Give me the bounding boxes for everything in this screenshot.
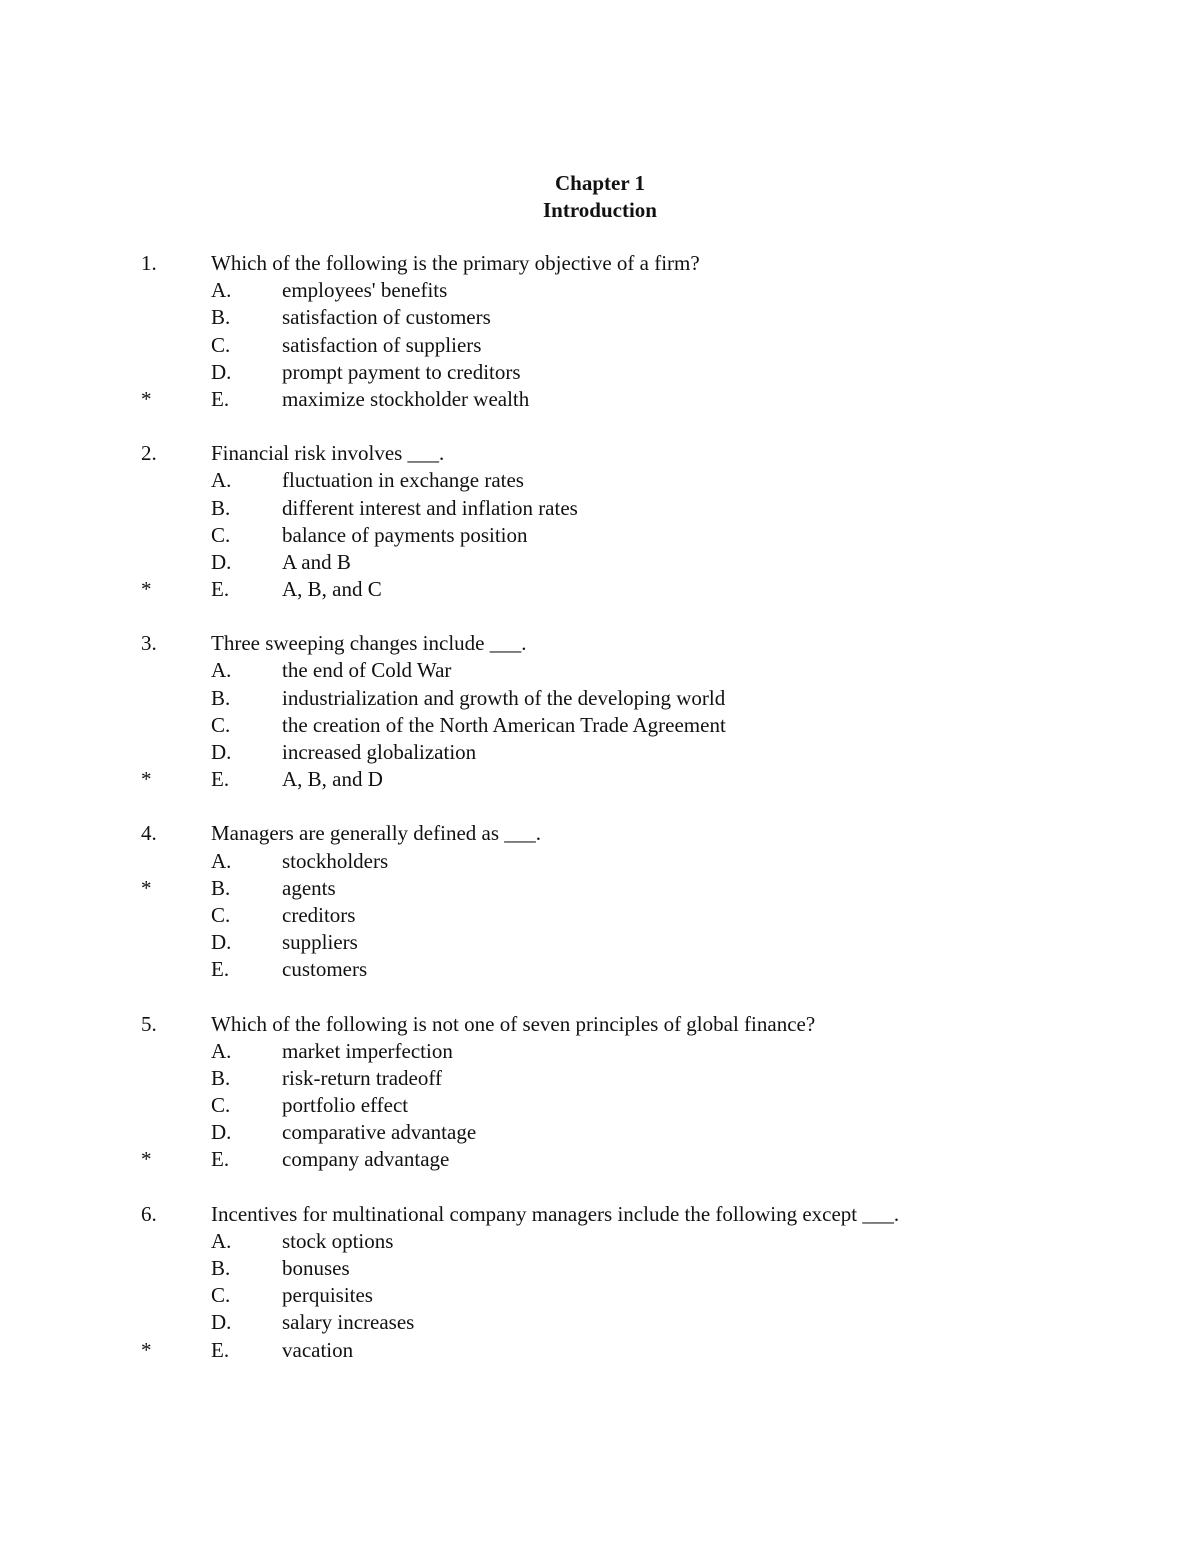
answer-option: [0, 685, 1200, 712]
question-item: [0, 250, 1200, 413]
answer-option: [0, 875, 1200, 902]
answer-option: [0, 1282, 1200, 1309]
answer-option: [0, 712, 1200, 739]
option-text: A and B: [282, 549, 351, 574]
option-label: A.: [211, 1228, 232, 1253]
question-text: Which of the following is the primary objective of a firm?: [211, 251, 700, 275]
answer-option: [0, 359, 1200, 386]
chapter-title: Introduction: [543, 198, 657, 222]
option-label: B.: [211, 495, 231, 520]
answer-option: [0, 739, 1200, 766]
answer-option: [0, 1038, 1200, 1065]
answer-option: [0, 304, 1200, 331]
question-number: 5.: [141, 1011, 157, 1036]
option-label: B.: [211, 875, 231, 900]
option-label: A.: [211, 278, 232, 303]
question-text: Managers are generally defined as ___.: [211, 821, 542, 846]
option-label: A.: [211, 468, 232, 493]
answer-option: [0, 467, 1200, 494]
answer-option: [0, 1146, 1200, 1173]
question-number: 1.: [141, 251, 157, 275]
option-text: portfolio effect: [282, 1093, 409, 1118]
answer-option: [0, 956, 1200, 983]
question-number: 6.: [141, 1201, 157, 1226]
document-header: [0, 170, 1200, 224]
option-label: E.: [211, 1337, 230, 1362]
question-text: Which of the following is not one of seven principles of global finance?: [211, 1011, 816, 1036]
question-stem: [0, 250, 1200, 277]
answer-option: [0, 1065, 1200, 1092]
question-stem: [0, 1011, 1200, 1038]
answer-option: [0, 332, 1200, 359]
option-label: A.: [211, 848, 232, 873]
question-stem: [0, 1201, 1200, 1228]
answer-option: [0, 902, 1200, 929]
option-label: D.: [211, 740, 232, 764]
option-label: B.: [211, 1256, 231, 1280]
option-label: E.: [211, 386, 230, 411]
answer-option: [0, 1119, 1200, 1146]
correct-answer-marker: *: [141, 875, 152, 900]
option-text: employees' benefits: [282, 278, 448, 303]
question-list: [0, 250, 1200, 1391]
option-text: salary increases: [282, 1310, 415, 1335]
answer-option: [0, 277, 1200, 304]
option-text: vacation: [282, 1337, 354, 1362]
option-text: balance of payments position: [282, 522, 528, 547]
option-label: C.: [211, 712, 231, 737]
answer-option: [0, 1337, 1200, 1364]
answer-option: [0, 522, 1200, 549]
answer-option: [0, 549, 1200, 576]
question-item: [0, 1011, 1200, 1174]
option-text: customers: [282, 957, 368, 982]
question-item: [0, 820, 1200, 983]
answer-option: [0, 657, 1200, 684]
option-label: D.: [211, 930, 232, 955]
option-label: B.: [211, 1065, 231, 1090]
option-label: B.: [211, 685, 231, 710]
chapter-heading: Chapter 1: [554, 171, 646, 195]
option-text: satisfaction of customers: [282, 305, 491, 330]
question-number: 2.: [141, 441, 157, 466]
option-label: C.: [211, 902, 231, 927]
answer-option: [0, 495, 1200, 522]
option-label: D.: [211, 359, 232, 384]
correct-answer-marker: *: [141, 1337, 152, 1362]
answer-option: [0, 1228, 1200, 1255]
option-text: fluctuation in exchange rates: [282, 468, 524, 493]
option-text: A, B, and C: [282, 577, 382, 602]
option-label: A.: [211, 658, 232, 683]
answer-option: [0, 386, 1200, 413]
option-text: market imperfection: [282, 1038, 453, 1063]
option-text: satisfaction of suppliers: [282, 332, 482, 357]
question-stem: [0, 630, 1200, 657]
question-text: Incentives for multinational company managers include the following except ___.: [211, 1201, 900, 1226]
correct-answer-marker: *: [141, 386, 152, 411]
option-text: A, B, and D: [282, 767, 383, 792]
option-text: company advantage: [282, 1147, 450, 1172]
option-label: D.: [211, 549, 232, 574]
option-text: the end of Cold War: [282, 658, 452, 683]
option-label: C.: [211, 332, 231, 357]
option-label: E.: [211, 767, 230, 792]
option-text: perquisites: [282, 1283, 373, 1308]
option-text: prompt payment to creditors: [282, 359, 521, 384]
option-text: stockholders: [282, 848, 389, 873]
option-text: agents: [282, 875, 336, 900]
option-text: maximize stockholder wealth: [282, 386, 530, 411]
option-text: increased globalization: [282, 740, 477, 764]
option-text: industrialization and growth of the developing world: [282, 685, 726, 710]
answer-option: [0, 766, 1200, 793]
option-label: E.: [211, 1147, 230, 1172]
correct-answer-marker: *: [141, 577, 152, 602]
option-text: different interest and inflation rates: [282, 495, 578, 520]
correct-answer-marker: *: [141, 1147, 152, 1172]
answer-option: [0, 848, 1200, 875]
option-text: suppliers: [282, 930, 358, 955]
option-text: bonuses: [282, 1256, 350, 1280]
question-stem: [0, 440, 1200, 467]
option-label: C.: [211, 1283, 231, 1308]
correct-answer-marker: *: [141, 767, 152, 792]
option-label: D.: [211, 1310, 232, 1335]
question-item: [0, 630, 1200, 793]
question-text: Three sweeping changes include ___.: [211, 631, 527, 656]
option-text: creditors: [282, 902, 356, 927]
option-label: E.: [211, 957, 230, 982]
answer-option: [0, 1092, 1200, 1119]
option-label: E.: [211, 577, 230, 602]
question-item: [0, 440, 1200, 603]
option-label: B.: [211, 305, 231, 330]
option-text: stock options: [282, 1228, 394, 1253]
question-text: Financial risk involves ___.: [211, 441, 445, 466]
option-label: C.: [211, 522, 231, 547]
option-text: risk-return tradeoff: [282, 1065, 442, 1090]
option-text: the creation of the North American Trade Agreement: [282, 712, 726, 737]
answer-option: [0, 1255, 1200, 1282]
answer-option: [0, 929, 1200, 956]
option-label: D.: [211, 1120, 232, 1145]
option-text: comparative advantage: [282, 1120, 477, 1145]
option-label: C.: [211, 1093, 231, 1118]
option-label: A.: [211, 1038, 232, 1063]
question-number: 4.: [141, 821, 157, 846]
question-number: 3.: [141, 631, 157, 656]
answer-option: [0, 576, 1200, 603]
question-item: [0, 1201, 1200, 1364]
answer-option: [0, 1309, 1200, 1336]
question-stem: [0, 820, 1200, 847]
